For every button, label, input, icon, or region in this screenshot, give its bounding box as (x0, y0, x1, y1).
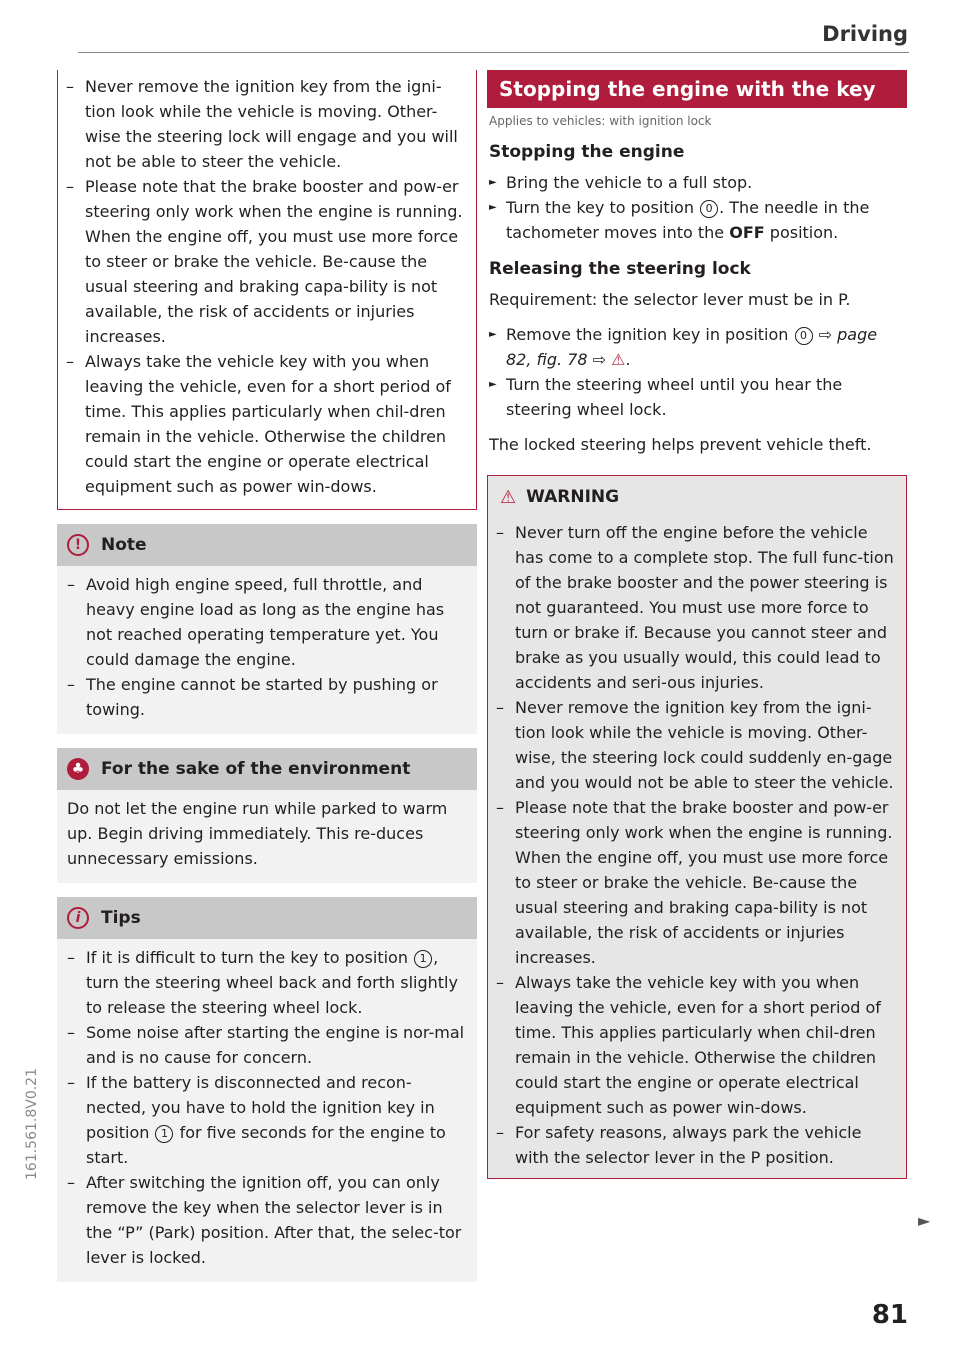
off-label: OFF (729, 223, 765, 242)
releasing-heading: Releasing the steering lock (489, 259, 751, 279)
page-number: 81 (871, 1300, 908, 1330)
warning-item: – Never remove the ignition key from the igni-tion look while the vehicle is moving. Other-wise, the steering lock could suddenly en-gage and you would not be able to steer the vehicle. (496, 695, 896, 795)
tip-text: for five seconds for the engine to start. (86, 1123, 446, 1167)
requirement-text: Requirement: the selector lever must be in P. (489, 290, 851, 309)
applies-to: Applies to vehicles: with ignition lock (489, 114, 712, 128)
tips-header (57, 897, 477, 939)
tip-item: – After switching the ignition off, you can only remove the key when the selector lever is in the “P” (Park) position. After that, the selec-tor lever is locked. (67, 1170, 467, 1270)
left-column (57, 70, 477, 1282)
tip-item (67, 945, 467, 1020)
tips-box (57, 897, 477, 1282)
note-icon: ! (67, 534, 89, 556)
tip-text: , turn the steering wheel back and forth slightly to release the steering wheel lock. (86, 948, 458, 1017)
step-item (487, 322, 907, 372)
note-header (57, 524, 477, 566)
note-item: – Avoid high engine speed, full throttle, and heavy engine load as long as the engine has not reached operating temperature yet. You could damage the engine. (67, 572, 467, 672)
warning-box (487, 475, 907, 1179)
position-1-icon: 1 (414, 950, 432, 968)
tip-item (67, 1070, 467, 1170)
section-banner: Stopping the engine with the key (487, 70, 907, 108)
position-0-icon: 0 (700, 200, 718, 218)
warning-triangle-icon: ⚠ (500, 486, 517, 508)
step-text: Turn the key to position (506, 198, 694, 217)
step-item: ► Turn the steering wheel until you hear the steering wheel lock. (487, 372, 907, 422)
warning-continuation (57, 70, 477, 510)
step-text: . (625, 350, 631, 369)
tip-text: If the battery is disconnected and recon-nected, you have to hold the ignition key in position (86, 1073, 435, 1142)
position-0-icon: 0 (795, 327, 813, 345)
warning-item: – Please note that the brake booster and pow-er steering only work when the engine is running. When the engine off, you must use more force to steer or brake the vehicle. Be-cause the usual steering and braking capa-bility is not available, the risk of accidents or injuries increases. (66, 174, 466, 349)
header-rule (78, 52, 909, 53)
warning-item: – Please note that the brake booster and pow-er steering only work when the engine is running. When the engine off, you must use more force to steer or brake the vehicle. Be-cause the usual steering and braking capa-bility is not available, the risk of accidents or injuries increases. (496, 795, 896, 970)
step-text: Remove the ignition key in position (506, 325, 789, 344)
step-text: position. (769, 223, 839, 242)
note-box (57, 524, 477, 734)
step-item (487, 195, 907, 245)
page-reference-link[interactable]: ⇨ page 82, fig. 78 (506, 325, 878, 369)
side-code: 161.561.8V0.21 (24, 1068, 40, 1180)
warning-reference-link[interactable] (593, 350, 626, 369)
step-item: ► Bring the vehicle to a full stop. (487, 170, 907, 195)
closing-text: The locked steering helps prevent vehicle theft. (489, 435, 872, 454)
environment-text: Do not let the engine run while parked to warm up. Begin driving immediately. This re-duces unnecessary emissions. (67, 799, 448, 868)
warning-item: – For safety reasons, always park the vehicle with the selector lever in the P position. (496, 1120, 896, 1170)
environment-box (57, 748, 477, 883)
arrow-right-icon: ⇨ (592, 350, 607, 369)
section-title: Driving (822, 22, 908, 46)
warning-item: – Never remove the ignition key from the igni-tion look while the vehicle is moving. Other-wise the steering lock will engage and you will not be able to steer the vehicle. (66, 74, 466, 174)
warning-item: – Always take the vehicle key with you when leaving the vehicle, even for a short period of time. This applies particularly when chil-dren remain in the vehicle. Otherwise the children could start the engine or operate electrical equipment such as power win-dows. (66, 349, 466, 499)
step-text: . The needle in the tachometer moves into the (506, 198, 870, 242)
note-title: Note (101, 535, 147, 555)
environment-icon: ♣ (67, 758, 89, 780)
note-item: – The engine cannot be started by pushing or towing. (67, 672, 467, 722)
right-column (487, 70, 907, 1179)
info-icon: i (67, 907, 89, 929)
warning-item: – Always take the vehicle key with you when leaving the vehicle, even for a short period of time. This applies particularly when chil-dren remain in the vehicle. Otherwise the children could start the engine or operate electrical equipment such as power win-dows. (496, 970, 896, 1120)
tip-item: – Some noise after starting the engine is nor-mal and is no cause for concern. (67, 1020, 467, 1070)
stopping-heading: Stopping the engine (489, 142, 685, 162)
environment-title: For the sake of the environment (101, 759, 411, 779)
environment-header (57, 748, 477, 790)
warning-triangle-icon: ⚠ (611, 350, 626, 369)
warning-item: – Never turn off the engine before the vehicle has come to a complete stop. The full func-tion of the brake booster and the power steering is not guaranteed. You must use more force to turn or brake if. Because you cannot steer and brake as you usually would, this could lead to accidents and seri-ous injuries. (496, 520, 896, 695)
warning-title: WARNING (526, 487, 620, 507)
continue-arrow-icon: ► (918, 1211, 931, 1230)
warning-header (488, 476, 906, 518)
tips-title: Tips (101, 908, 141, 928)
tip-text: If it is difficult to turn the key to position (86, 948, 408, 967)
position-1-icon: 1 (155, 1125, 173, 1143)
